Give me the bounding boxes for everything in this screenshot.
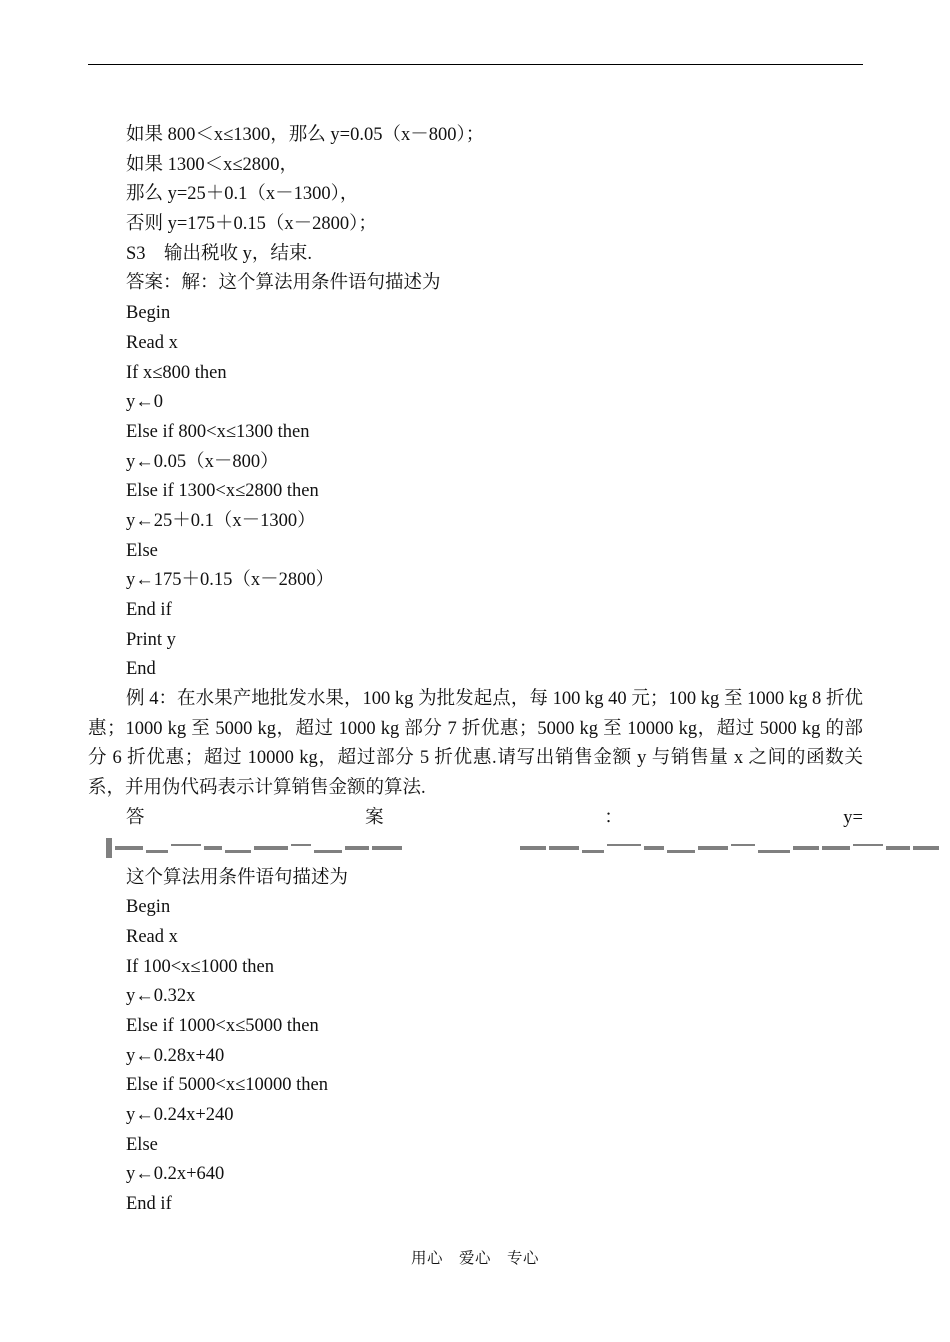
- garbled-segment-right: [520, 840, 939, 856]
- answer-char: ：: [604, 807, 623, 828]
- text-line: 如果 1300＜x≤2800，: [126, 154, 299, 175]
- header-rule: [88, 64, 863, 65]
- code-line: Print y: [126, 629, 176, 650]
- code-line: y←0.24x+240: [126, 1105, 234, 1126]
- page-content: [88, 121, 863, 1220]
- example-4-paragraph: 例 4：在水果产地批发水果，100 kg 为批发起点，每 100 kg 40 元；100 kg 至 1000 kg 8 折优惠；1000 kg 至 5000 kg，超过 1000 kg 部分 7 折优惠；5000 kg 至 10000 kg，超过 5000 kg 的部分 6 折优惠；超过 10000 kg，超过部分 5 折优惠.请写出销售金额 y 与销售量 x 之间的函数关系，并用伪代码表示计算销售金额的算法.: [88, 689, 863, 799]
- garbled-formula-image: [88, 834, 863, 864]
- answer-intro-2: 这个算法用条件语句描述为: [126, 867, 349, 888]
- code-line: y←25＋0.1（x－1300）: [126, 510, 316, 531]
- code-line: y←0.28x+40: [126, 1045, 225, 1066]
- text-line: 那么 y=25＋0.1（x－1300），: [126, 184, 359, 205]
- code-line: y←0: [126, 392, 163, 413]
- code-line: Else if 1000<x≤5000 then: [126, 1016, 319, 1036]
- code-line: y←0.05（x－800）: [126, 451, 279, 472]
- text-line: 如果 800＜x≤1300，那么 y=0.05（x－800）；: [126, 125, 485, 145]
- code-line: If x≤800 then: [126, 362, 227, 383]
- code-line: Else if 5000<x≤10000 then: [126, 1075, 328, 1096]
- code-line: Else if 1300<x≤2800 then: [126, 481, 319, 502]
- garbled-segment-left: [106, 840, 402, 856]
- answer-char: y=: [843, 807, 863, 828]
- code-line: End if: [126, 600, 172, 620]
- page-footer: 用心 爱心 专心: [410, 1250, 539, 1267]
- answer-char: 答: [126, 807, 145, 828]
- step-s3: S3 输出税收 y，结束.: [126, 243, 313, 264]
- code-line: y←0.2x+640: [126, 1164, 225, 1185]
- code-line: Else: [126, 540, 158, 561]
- answer-label-line: [88, 804, 863, 834]
- code-line: If 100<x≤1000 then: [126, 956, 275, 977]
- code-line: Begin: [126, 897, 171, 918]
- code-line: Else if 800<x≤1300 then: [126, 421, 310, 442]
- code-line: y←175＋0.15（x－2800）: [126, 570, 335, 591]
- code-line: Read x: [126, 332, 178, 353]
- code-line: End if: [126, 1194, 172, 1215]
- text-line: 否则 y=175＋0.15（x－2800）；: [126, 214, 377, 235]
- code-line: Read x: [126, 926, 178, 947]
- code-line: Begin: [126, 303, 171, 324]
- code-line: Else: [126, 1134, 158, 1155]
- answer-intro: 答案：解：这个算法用条件语句描述为: [126, 273, 441, 294]
- code-line: End: [126, 659, 156, 680]
- code-line: y←0.32x: [126, 986, 196, 1007]
- answer-char: 案: [365, 807, 384, 828]
